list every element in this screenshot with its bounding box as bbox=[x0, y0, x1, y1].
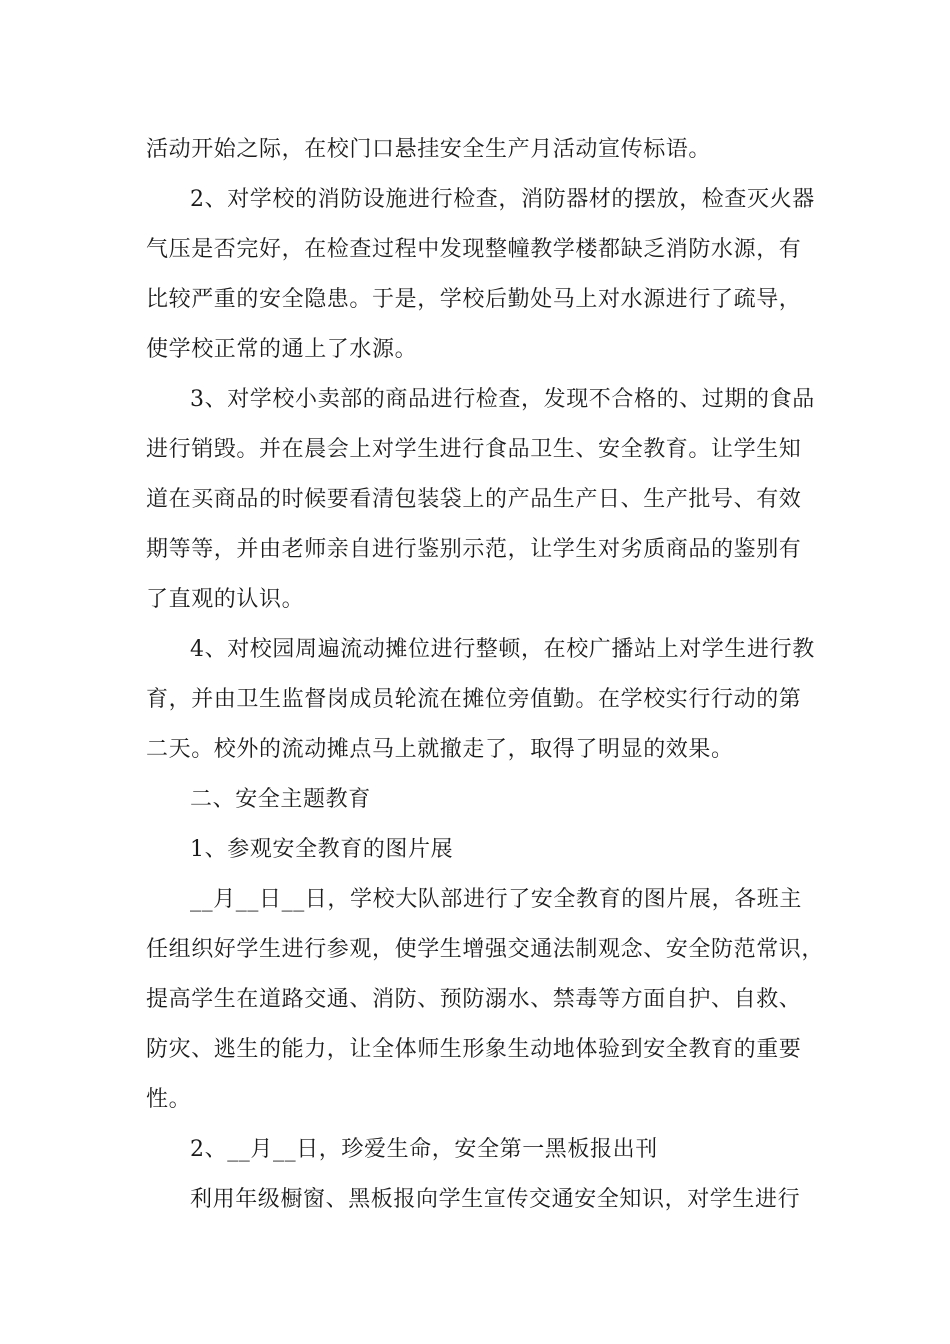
text-line-13: 二天。校外的流动摊点马上就撤走了，取得了明显的效果。 bbox=[146, 737, 734, 762]
text-line-18: 提高学生在道路交通、消防、预防溺水、禁毒等方面自护、自救、 bbox=[146, 987, 802, 1012]
section-heading: 二、安全主题教育 bbox=[190, 787, 371, 812]
text-line-16: __月__日__日，学校大队部进行了安全教育的图片展，各班主 bbox=[190, 887, 803, 912]
text-line-22: 利用年级橱窗、黑板报向学生宣传交通安全知识，对学生进行 bbox=[190, 1187, 801, 1212]
text-line-4: 比较严重的安全隐患。于是，学校后勤处马上对水源进行了疏导， bbox=[146, 287, 802, 312]
text-line-7: 进行销毁。并在晨会上对学生进行食品卫生、安全教育。让学生知 bbox=[146, 437, 802, 462]
text-line-8: 道在买商品的时候要看清包装袋上的产品生产日、生产批号、有效 bbox=[146, 487, 802, 512]
text-line-11: 4、对校园周遍流动摊位进行整顿，在校广播站上对学生进行教 bbox=[190, 637, 815, 662]
text-line-3: 气压是否完好，在检查过程中发现整幢教学楼都缺乏消防水源，有 bbox=[146, 237, 802, 262]
text-line-12: 育，并由卫生监督岗成员轮流在摊位旁值勤。在学校实行行动的第 bbox=[146, 687, 802, 712]
subsection-heading-1: 1、参观安全教育的图片展 bbox=[190, 837, 454, 862]
text-line-10: 了直观的认识。 bbox=[146, 587, 305, 612]
text-line-17: 任组织好学生进行参观，使学生增强交通法制观念、安全防范常识， bbox=[146, 937, 825, 962]
text-line-9: 期等等，并由老师亲自进行鉴别示范，让学生对劣质商品的鉴别有 bbox=[146, 537, 802, 562]
text-line-5: 使学校正常的通上了水源。 bbox=[146, 337, 418, 362]
text-line-19: 防灾、逃生的能力，让全体师生形象生动地体验到安全教育的重要 bbox=[146, 1037, 802, 1062]
text-line-2: 2、对学校的消防设施进行检查，消防器材的摆放，检查灭火器 bbox=[190, 187, 815, 212]
text-line-20: 性。 bbox=[146, 1087, 192, 1112]
subsection-heading-2: 2、__月__日，珍爱生命，安全第一黑板报出刊 bbox=[190, 1137, 658, 1162]
text-line-6: 3、对学校小卖部的商品进行检查，发现不合格的、过期的食品 bbox=[190, 387, 815, 412]
text-line-1: 活动开始之际，在校门口悬挂安全生产月活动宣传标语。 bbox=[146, 137, 712, 162]
